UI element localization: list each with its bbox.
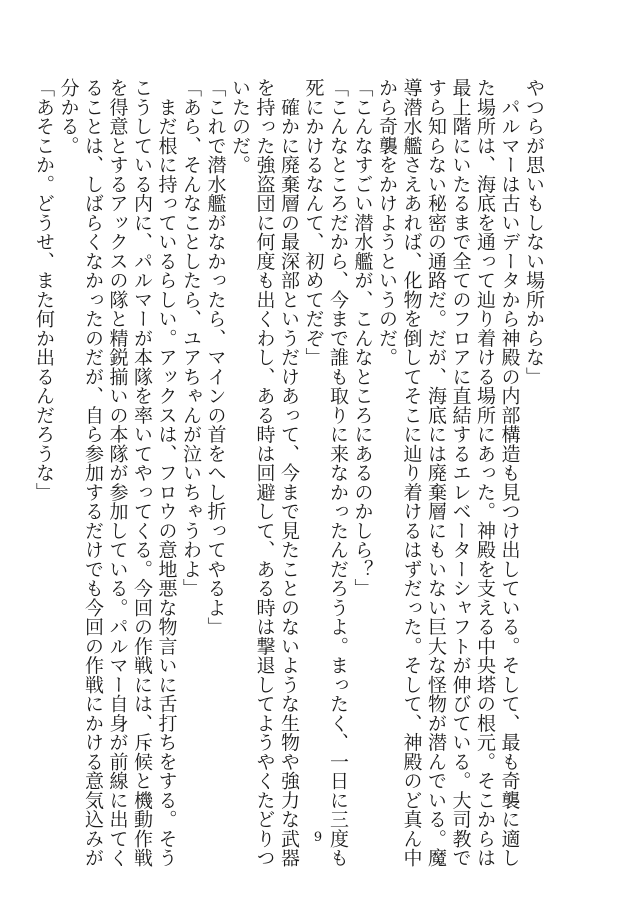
text-line: 「あそこか。どうせ、また何か出るんだろうな」 xyxy=(33,78,55,502)
text-line: を持った強盗団に何度も出くわし、ある時は回避して、ある時は撃退してようやくたどりつ xyxy=(253,78,276,868)
text-line: 「あら、そんなことしたら、ユアちゃんが泣いちゃうわよ」 xyxy=(180,78,202,598)
text-line: た場所は、海底を通って辿り着ける場所にあった。神殿を支える中央塔の根元。そこからは xyxy=(474,78,496,868)
text-line: やつらが思いもしない場所からな」 xyxy=(523,78,545,386)
vertical-text-body xyxy=(33,78,546,868)
text-line: から奇襲をかけようというのだ。 xyxy=(376,78,398,367)
text-line: ることは、しばらくなかったのだが、自ら参加するだけでも今回の作戦にかける意気込みが xyxy=(82,78,104,868)
text-line: 「これで潜水艦がなかったら、マインの首をへし折ってやるよ」 xyxy=(204,78,227,637)
text-line: すら知らない秘密の通路だ。だが、海底には廃棄層にもいない巨大な怪物が潜んでいる。魔 xyxy=(425,78,447,868)
text-line: パルマーは古いデータから神殿の内部構造も見つけ出している。そして、最も奇襲に適し xyxy=(498,78,521,868)
text-line: 分かる。 xyxy=(57,78,80,155)
text-line: を得意とするアックスの隊と精鋭揃いの本隊が参加している。パルマー自身が前線に出てく xyxy=(106,78,129,868)
text-line: 「こんなすごい潜水艦が、こんなところにあるのかしら？」 xyxy=(351,78,374,598)
text-line: 死にかけるなんて、初めてだぞ」 xyxy=(302,78,325,367)
text-line: こうしている内に、パルマーが本隊を率いてやってくる。今回の作戦には、斥候と機動作戦 xyxy=(131,78,153,868)
text-line: 「こんなところだから、今まで誰も取りに来なかったんだろうよ。まったく、一日に三度も xyxy=(327,78,349,868)
text-line: 最上階にいたるまで全てのフロアに直結するエレベーターシャフトが伸びている。大司教で xyxy=(449,78,472,868)
page-number: 9 xyxy=(313,830,323,845)
text-line: まだ根に持っているらしい。アックスは、フロウの意地悪な物言いに舌打ちをする。そう xyxy=(155,78,178,868)
text-line: 導潜水艦さえあれば、化物を倒してそこに辿り着けるはずだった。そして、神殿のど真ん中 xyxy=(400,78,423,868)
text-line: 確かに廃棄層の最深部というだけあって、今まで見たことのないような生物や強力な武器 xyxy=(278,78,300,868)
text-line: いたのだ。 xyxy=(229,78,251,175)
